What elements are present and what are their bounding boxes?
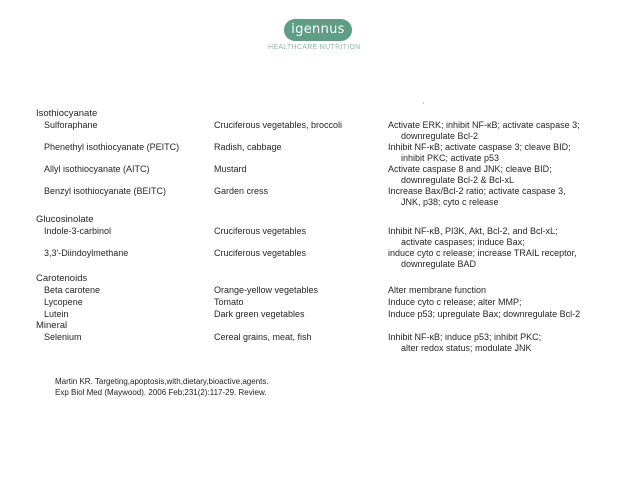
citation-line-2: Exp Biol Med (Maywood). 2006 Feb;231(2):117-29. Review.	[55, 388, 267, 397]
apoptosis-effect: downregulate Bcl-2 & Bcl-xL	[401, 175, 515, 185]
dietary-source: Orange-yellow vegetables	[214, 285, 319, 295]
page-mark: '	[423, 103, 425, 109]
compound-name: Benzyl isothiocyanate (BEITC)	[44, 186, 167, 196]
apoptosis-effect: Activate caspase 8 and JNK; cleave BID;	[388, 164, 552, 174]
apoptosis-effect: downregulate BAD	[401, 259, 477, 269]
compound-name: Indole-3-carbinol	[44, 226, 112, 236]
compound-name: Allyl isothiocyanate (AITC)	[44, 164, 150, 174]
igennus-logo: igennus	[284, 19, 352, 41]
apoptosis-effect: alter redox status; modulate JNK	[401, 343, 532, 353]
apoptosis-effect: Activate ERK; inhibit NF-κB; activate caspase 3;	[388, 120, 580, 130]
apoptosis-effect: Inhibit NF-κB, PI3K, Akt, Bcl-2, and Bcl-xL;	[388, 226, 558, 236]
compound-name: Sulforaphane	[44, 120, 98, 130]
dietary-source: Cruciferous vegetables	[214, 248, 307, 258]
dietary-source: Radish, cabbage	[214, 142, 282, 152]
apoptosis-effect: activate caspases; induce Bax;	[401, 237, 525, 247]
dietary-source: Cereal grains, meat, fish	[214, 332, 312, 342]
apoptosis-effect: induce cyto c release; increase TRAIL receptor,	[388, 248, 577, 258]
apoptosis-effect: JNK, p38; cyto c release	[401, 197, 499, 207]
compound-name: Lycopene	[44, 297, 83, 307]
citation-line-1: Martin KR. Targeting,apoptosis,with,dietary,bioactive,agents.	[55, 377, 269, 386]
tagline: HEALTHCARE NUTRITION	[268, 44, 361, 51]
compound-name: Lutein	[44, 309, 69, 319]
apoptosis-effect: downregulate Bcl-2	[401, 131, 479, 141]
compound-name: Selenium	[44, 332, 82, 342]
dietary-source: Garden cress	[214, 186, 269, 196]
dietary-source: Cruciferous vegetables, broccoli	[214, 120, 343, 130]
compound-name: 3,3'-Diindoylmethane	[44, 248, 129, 258]
apoptosis-effect: Alter membrane function	[388, 285, 487, 295]
compound-name: Phenethyl isothiocyanate (PEITC)	[44, 142, 180, 152]
category-label: Carotenoids	[36, 273, 88, 284]
apoptosis-effect: inhibit PKC; activate p53	[401, 153, 500, 163]
category-label: Isothiocyanate	[36, 108, 98, 119]
category-label: Mineral	[36, 320, 68, 331]
citation	[55, 376, 269, 398]
dietary-source: Dark green vegetables	[214, 309, 305, 319]
apoptosis-effect: Induce p53; upregulate Bax; downregulate Bcl-2	[388, 309, 581, 319]
dietary-source: Cruciferous vegetables	[214, 226, 307, 236]
apoptosis-effect: Increase Bax/Bcl-2 ratio; activate caspase 3,	[388, 186, 566, 196]
category-label: Glucosinolate	[36, 214, 94, 225]
compound-name: Beta carotene	[44, 285, 101, 295]
apoptosis-effect: Inhibit NF-κB; activate caspase 3; cleave BID;	[388, 142, 571, 152]
dietary-source: Mustard	[214, 164, 247, 174]
apoptosis-effect: Induce cyto c release; alter MMP;	[388, 297, 522, 307]
apoptosis-effect: Inhibit NF-κB; induce p53; inhibit PKC;	[388, 332, 542, 342]
dietary-source: Tomato	[214, 297, 244, 307]
